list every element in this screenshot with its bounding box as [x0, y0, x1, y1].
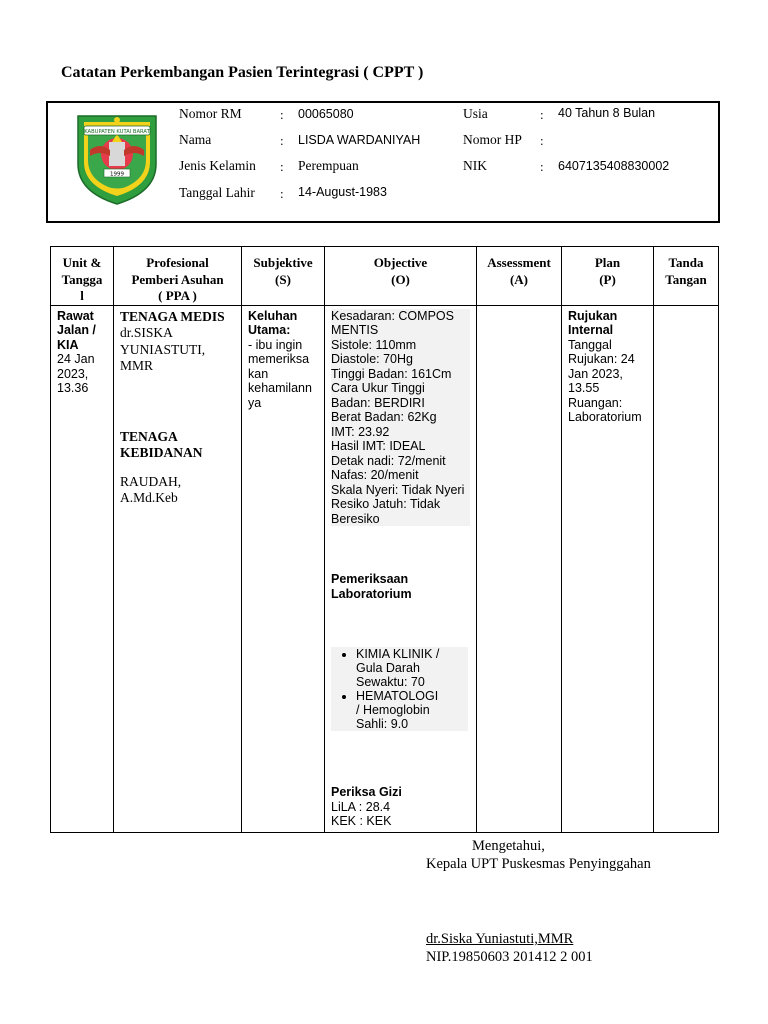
page-title: Catatan Perkembangan Pasien Terintegrasi ( CPPT )	[61, 64, 424, 81]
ppa-bidan-title: TENAGA	[120, 428, 178, 444]
header-tanda-tangan: Tanda Tangan	[654, 247, 719, 306]
header-subjective: Subjektive (S)	[242, 247, 325, 306]
table-row	[51, 305, 719, 832]
cell-ppa: TENAGA MEDIS dr.SISKA YUNIASTUTI, MMR TENAGA KEBIDANAN RAUDAH, A.Md.Keb	[114, 305, 242, 832]
header-assessment: Assessment (A)	[477, 247, 562, 306]
field-value-nama: LISDA WARDANIYAH	[298, 133, 421, 147]
gizi-heading: Periksa Gizi	[331, 785, 402, 799]
lab-list	[331, 647, 468, 731]
footer-nip: NIP.19850603 201412 2 001	[426, 949, 593, 965]
field-label-nik: NIK	[463, 158, 487, 173]
cell-unit: Rawat Jalan / KIA 24 Jan 2023, 13.36	[51, 305, 114, 832]
field-label-usia: Usia	[463, 106, 488, 121]
table-header-row	[51, 247, 719, 306]
cppt-table	[50, 246, 719, 833]
footer-signatory-name: dr.Siska Yuniastuti,MMR	[426, 931, 574, 947]
header-ppa: Profesional Pemberi Asuhan ( PPA )	[114, 247, 242, 306]
footer-mengetahui: Mengetahui,	[472, 838, 545, 854]
field-label-nama: Nama	[179, 132, 212, 147]
header-plan: Plan (P)	[562, 247, 654, 306]
field-value-nik: 6407135408830002	[558, 159, 670, 173]
footer-position: Kepala UPT Puskesmas Penyinggahan	[426, 856, 651, 872]
field-label-jenis-kelamin: Jenis Kelamin	[179, 158, 256, 173]
field-value-nomor-rm: 00065080	[298, 107, 354, 121]
colon: :	[280, 133, 284, 148]
cell-signature	[654, 305, 719, 832]
field-label-nomor-rm: Nomor RM	[179, 106, 242, 121]
lab-heading: Pemeriksaan	[331, 572, 409, 586]
field-value-jenis-kelamin: Perempuan	[298, 158, 359, 173]
header-unit-tanggal: Unit & Tangga l	[51, 247, 114, 306]
list-item: • KIMIA KLINIK / Gula Darah Sewaktu: 70	[356, 647, 468, 689]
ppa-medis-title: TENAGA MEDIS	[120, 308, 225, 324]
field-label-nomor-hp: Nomor HP	[463, 132, 522, 147]
list-item: • HEMATOLOGI / Hemoglobin Sahli: 9.0	[356, 689, 468, 731]
field-value-usia: 40 Tahun 8 Bulan	[558, 106, 656, 120]
cell-objective: Kesadaran: COMPOS MENTIS Sistole: 110mm Diastole: 70Hg Tinggi Badan: 161Cm Cara Ukur Tinggi Badan: BERDIRI Berat Badan: 62Kg IMT: 23.92 Hasil IMT: IDEAL Detak nadi: 72/menit Nafas: 20/menit Skala Nyeri: Tidak Nyeri Resiko Jatuh: Tidak Beresiko Pemeriksaan Laboratorium • KIMIA KLINIK / Gula Darah Sewaktu: 70 • HEMATOLOGI / Hemoglobin Sahli: 9.0 Periksa Gizi LiLA : 28.4 KEK : KEK	[325, 305, 477, 832]
colon: :	[280, 186, 284, 201]
field-value-tanggal-lahir: 14-August-1983	[298, 185, 387, 199]
colon: :	[540, 133, 544, 148]
field-label-tanggal-lahir: Tanggal Lahir	[179, 185, 255, 200]
colon: :	[540, 107, 544, 122]
cell-assessment	[477, 305, 562, 832]
colon: :	[280, 107, 284, 122]
svg-text:1999: 1999	[110, 171, 124, 178]
regency-logo	[76, 112, 158, 206]
colon: :	[540, 159, 544, 174]
cell-plan: Rujukan Internal Tanggal Rujukan: 24 Jan 2023, 13.55 Ruangan: Laboratorium	[562, 305, 654, 832]
svg-text:KABUPATEN KUTAI BARAT: KABUPATEN KUTAI BARAT	[84, 129, 150, 135]
cell-subjective: Keluhan Utama: - ibu ingin memeriksa kan kehamilann ya	[242, 305, 325, 832]
header-objective: Objective (O)	[325, 247, 477, 306]
colon: :	[280, 159, 284, 174]
